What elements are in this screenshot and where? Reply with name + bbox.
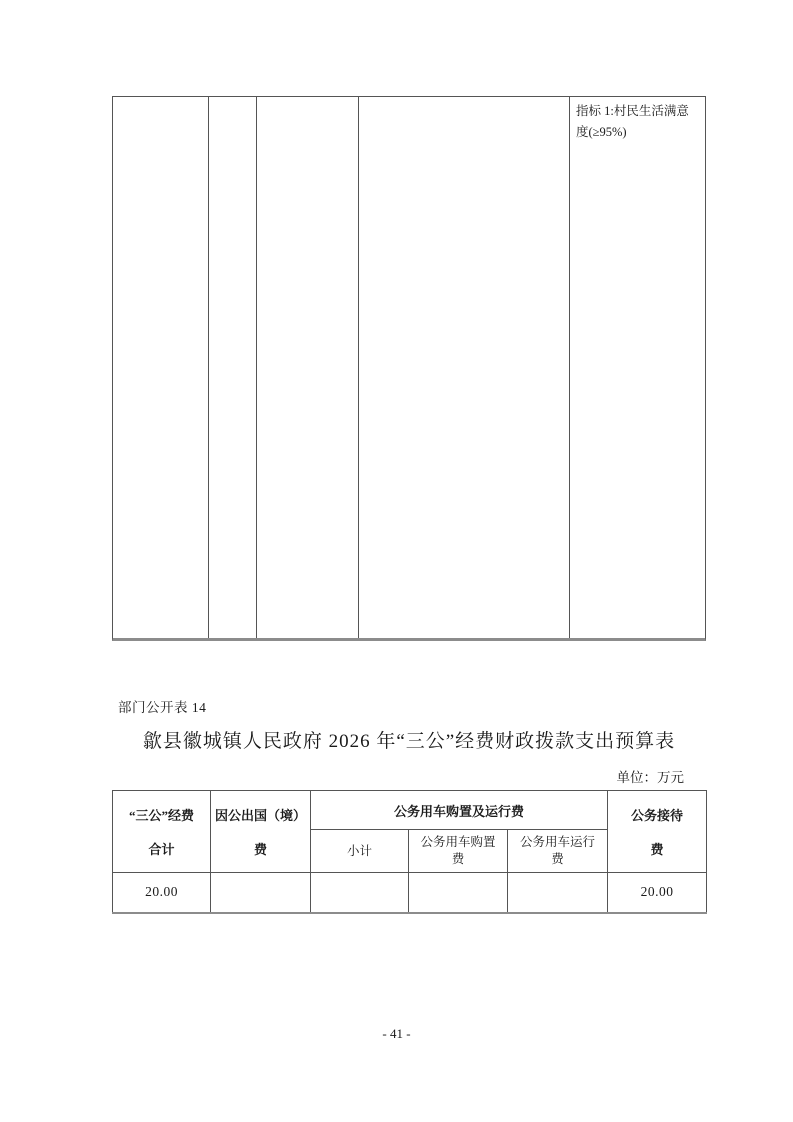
header-sangong-total (113, 791, 211, 873)
cell-abroad-fee (211, 873, 311, 913)
header-vehicle-subtotal: 小计 (311, 830, 409, 873)
empty-cell (256, 97, 358, 638)
performance-table (112, 96, 706, 641)
empty-cell (358, 97, 569, 638)
header-abroad-fee-line2: 费 (253, 841, 267, 857)
header-vehicle-operation: 公务用车运行费 (508, 830, 608, 873)
unit-note: 单位：万元 (616, 770, 684, 785)
page-title: 歙县徽城镇人民政府 2026 年“三公”经费财政拨款支出预算表 (142, 731, 676, 752)
header-reception-fee-line2: 费 (650, 841, 664, 857)
header-vehicle-purchase: 公务用车购置费 (409, 830, 508, 873)
cell-sangong-total: 20.00 (113, 873, 211, 913)
empty-cell (208, 97, 256, 638)
header-vehicle-group: 公务用车购置及运行费 (311, 791, 608, 830)
indicator-cell: 指标 1:村民生活满意度(≥95%) (569, 97, 705, 638)
cell-vehicle-purchase (409, 873, 508, 913)
budget-table (112, 790, 707, 914)
header-abroad-fee-line1: 因公出国（境） (214, 808, 306, 824)
header-reception-fee-line1: 公务接待 (630, 808, 683, 824)
header-abroad-fee (211, 791, 311, 873)
cell-vehicle-operation (508, 873, 608, 913)
header-sangong-total-line2: 合计 (148, 841, 175, 857)
header-reception-fee (608, 791, 707, 873)
empty-cell (113, 97, 208, 638)
page-number: - 41 - (382, 1026, 411, 1041)
header-sangong-total-line1: “三公”经费 (128, 808, 194, 824)
cell-vehicle-subtotal (311, 873, 409, 913)
table-label: 部门公开表 14 (118, 700, 207, 715)
cell-reception-fee: 20.00 (608, 873, 707, 913)
